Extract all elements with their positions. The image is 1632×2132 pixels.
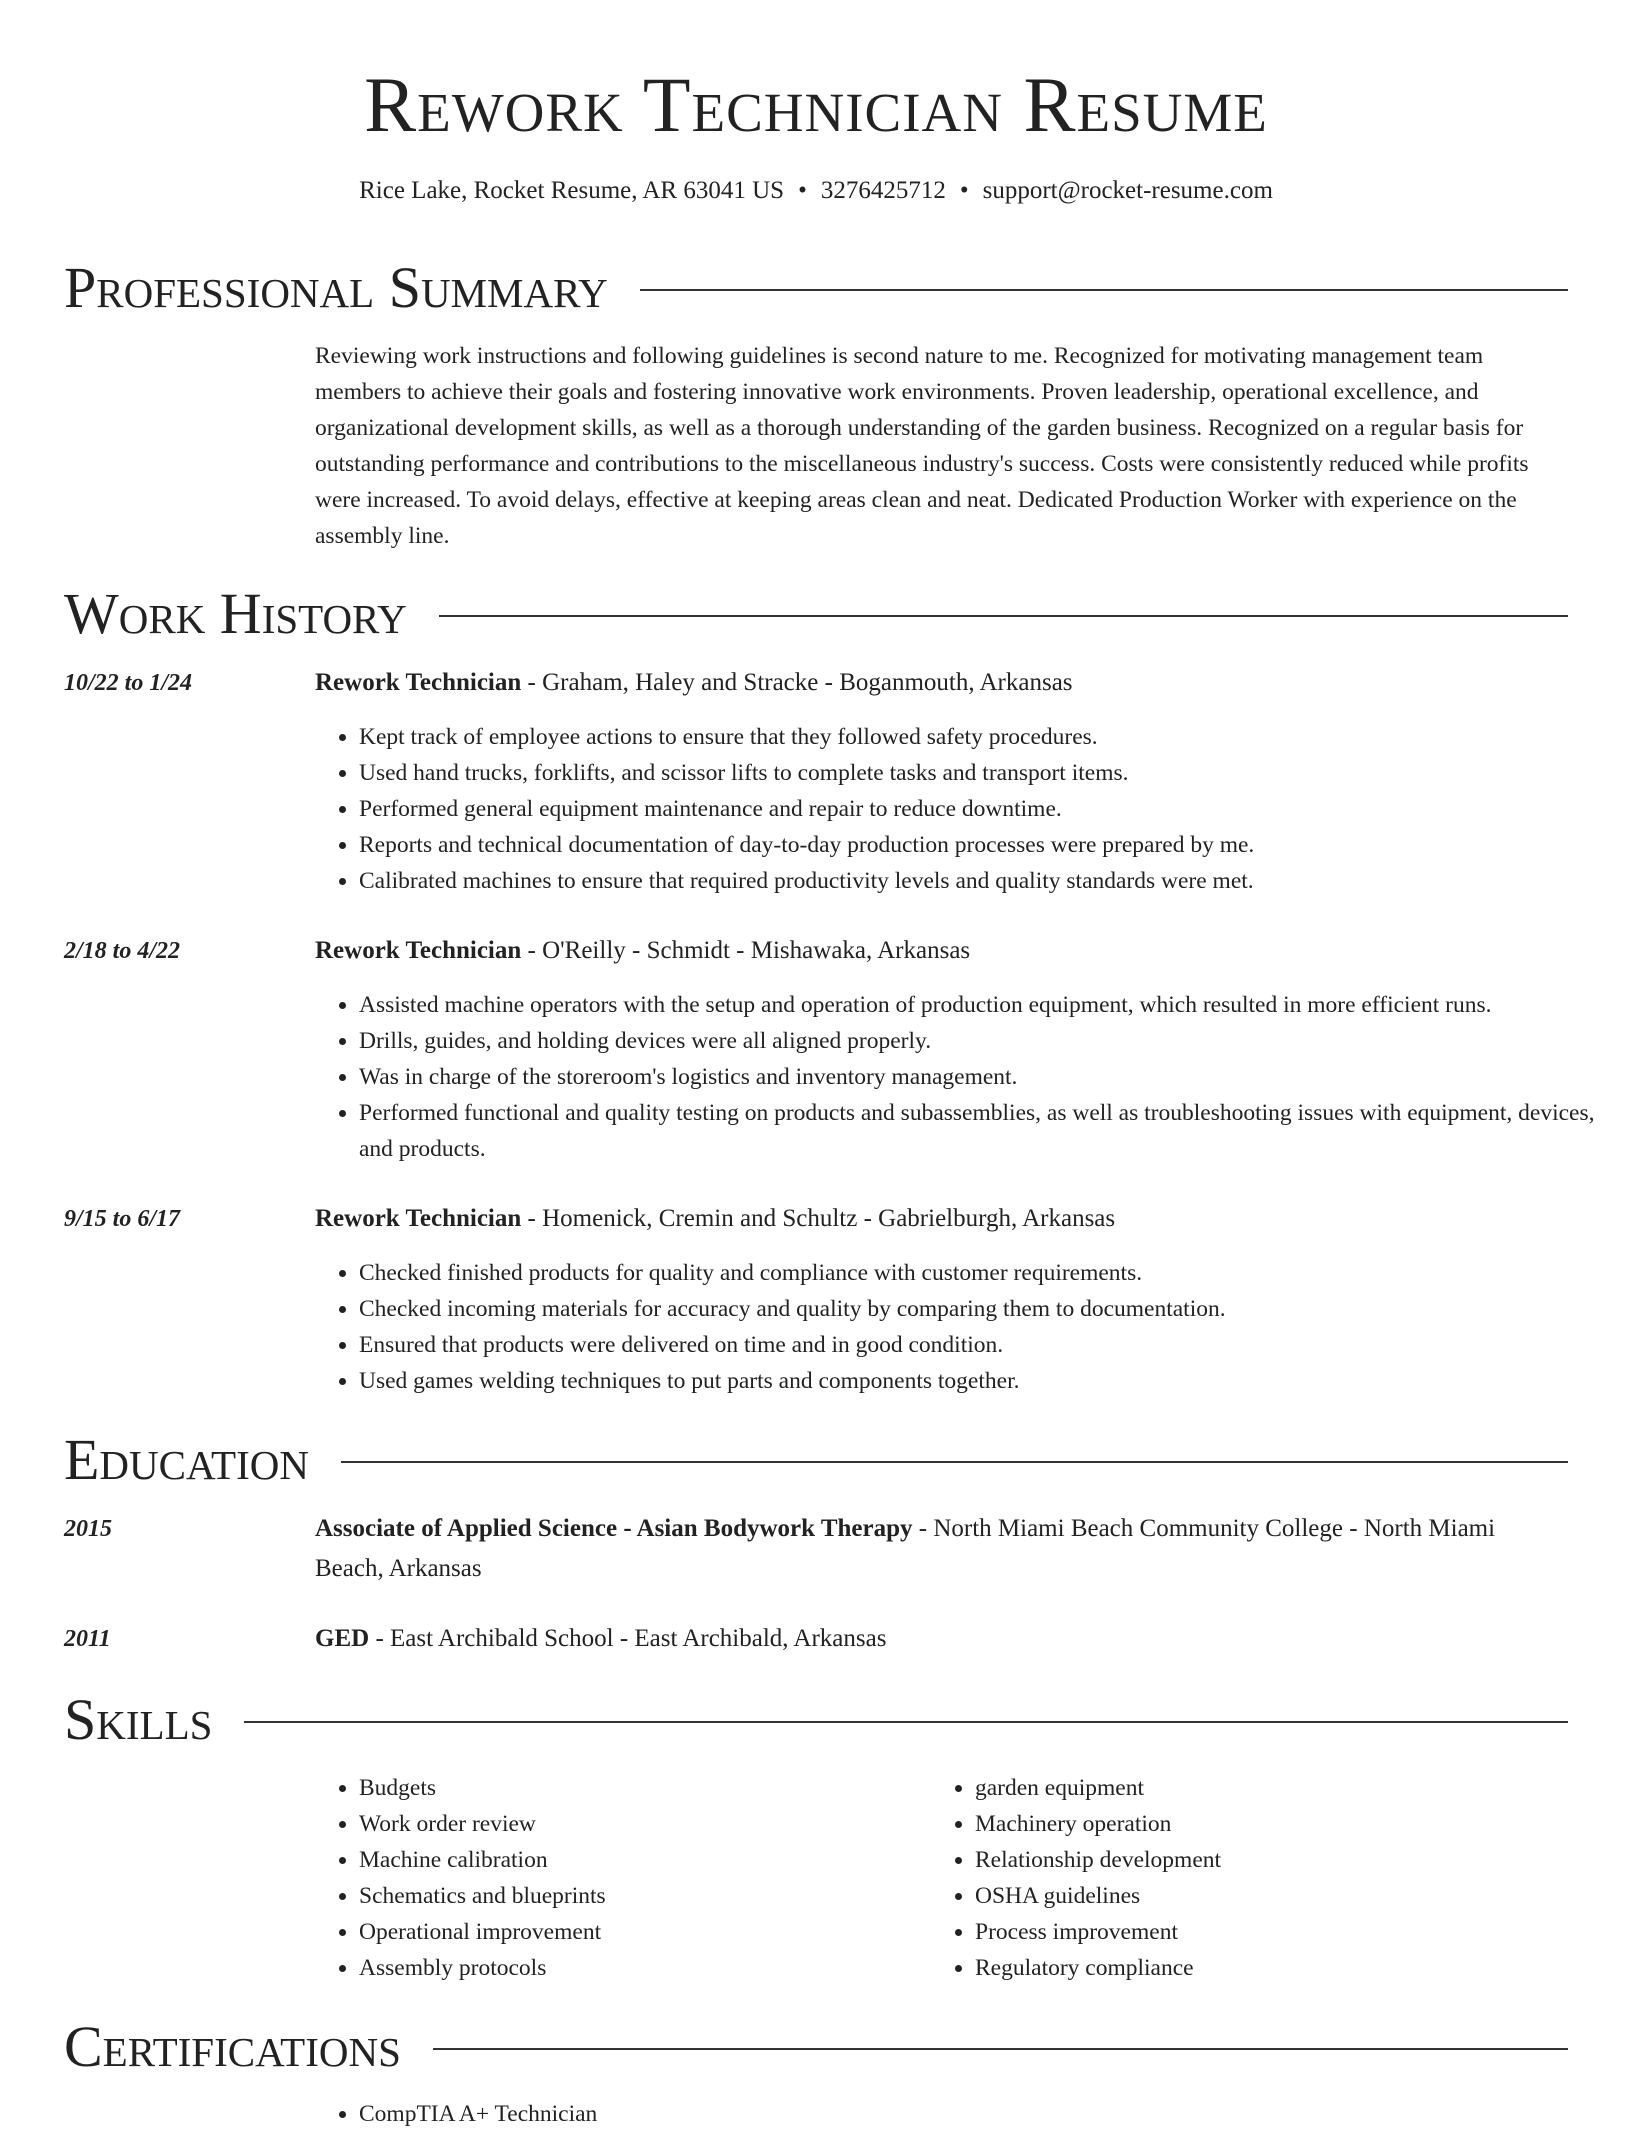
skill-item: • Regulatory compliance xyxy=(975,1950,1575,1986)
list-item: • Used hand trucks, forklifts, and scissor lifts to complete tasks and transport items. xyxy=(359,755,1612,791)
list-item: • Checked incoming materials for accuracy and quality by comparing them to documentation. xyxy=(359,1291,1612,1327)
section-header-work-history xyxy=(64,582,1568,646)
list-item: • Used games welding techniques to put parts and components together. xyxy=(359,1363,1612,1399)
job-heading xyxy=(315,1199,1568,1239)
list-item: • Reports and technical documentation of day-to-day production processes were prepared by me. xyxy=(359,827,1612,863)
skill-item: • Budgets xyxy=(359,1770,919,1806)
skill-item: • Schematics and blueprints xyxy=(359,1878,919,1914)
list-item: • Was in charge of the storeroom's logistics and inventory management. xyxy=(359,1059,1612,1095)
education-school: - North Miami Beach Community College - North Miami Beach, Arkansas xyxy=(315,1515,1496,1582)
job-employer: - Graham, Haley and Stracke - Boganmouth, Arkansas xyxy=(521,669,1073,696)
section-title-summary: Professional Summary xyxy=(64,255,608,320)
education-degree: GED xyxy=(315,1625,370,1652)
skill-item: • Operational improvement xyxy=(359,1914,919,1950)
education-heading xyxy=(315,1619,1568,1659)
section-divider xyxy=(244,1721,1568,1723)
skill-item: • garden equipment xyxy=(975,1770,1575,1806)
section-title-education: Education xyxy=(64,1427,309,1492)
job-dates: 2/18 to 4/22 xyxy=(64,938,181,964)
job-heading xyxy=(315,663,1568,703)
contact-phone[interactable]: 3276425712 xyxy=(820,177,946,204)
section-divider xyxy=(433,2048,1568,2050)
job-title: Rework Technician xyxy=(315,1205,522,1232)
section-header-summary xyxy=(64,256,1568,320)
certification-item: • CompTIA A+ Technician xyxy=(359,2096,1612,2132)
contact-address: Rice Lake, Rocket Resume, AR 63041 US xyxy=(359,177,785,204)
contact-line xyxy=(64,174,1568,208)
skill-item: • OSHA guidelines xyxy=(975,1878,1575,1914)
section-divider xyxy=(640,289,1568,291)
job-employer: - Homenick, Cremin and Schultz - Gabrielburgh, Arkansas xyxy=(521,1205,1116,1232)
section-divider xyxy=(439,615,1568,617)
job-dates: 10/22 to 1/24 xyxy=(64,670,193,696)
job-bullets xyxy=(315,1255,1612,1399)
education-year: 2015 xyxy=(64,1516,112,1542)
job-heading xyxy=(315,931,1568,971)
skill-item: • Work order review xyxy=(359,1806,919,1842)
section-title-certifications: Certifications xyxy=(64,2014,401,2079)
education-heading xyxy=(315,1509,1568,1589)
list-item: • Ensured that products were delivered on time and in good condition. xyxy=(359,1327,1612,1363)
section-divider xyxy=(341,1461,1568,1463)
summary-text: Reviewing work instructions and following guidelines is second nature to me. Recognized for motivating management team members to achieve their goals and fostering innovative work environments. Proven leadership, operational excellence, and organizational development skills, as well as a thorough understanding of the garden business. Recognized on a regular basis for outstanding performance and contributions to the miscellaneous industry's success. Costs were consistently reduced while profits were increased. To avoid delays, effective at keeping areas clean and neat. Dedicated Production Worker with experience on the assembly line. xyxy=(315,343,1529,549)
certifications-list xyxy=(315,2096,1612,2132)
job-title: Rework Technician xyxy=(315,937,522,964)
list-item: • Performed general equipment maintenance and repair to reduce downtime. xyxy=(359,791,1612,827)
contact-separator: • xyxy=(798,177,807,204)
education-degree: Associate of Applied Science - Asian Bodywork Therapy xyxy=(315,1515,913,1542)
section-title-work-history: Work History xyxy=(64,581,407,646)
section-title-skills: Skills xyxy=(64,1687,213,1752)
resume-title: Rework Technician Resume xyxy=(364,61,1268,148)
skill-item: • Assembly protocols xyxy=(359,1950,919,1986)
skills-list-right xyxy=(931,1770,1575,1986)
list-item: • Performed functional and quality testing on products and subassemblies, as well as troubleshooting issues with equipment, devices, and products. xyxy=(359,1095,1612,1167)
list-item: • Calibrated machines to ensure that required productivity levels and quality standards were met. xyxy=(359,863,1612,899)
skill-item: • Relationship development xyxy=(975,1842,1575,1878)
list-item: • Checked finished products for quality and compliance with customer requirements. xyxy=(359,1255,1612,1291)
section-header-certifications xyxy=(64,2015,1568,2079)
skill-item: • Process improvement xyxy=(975,1914,1575,1950)
section-header-education xyxy=(64,1428,1568,1492)
skills-list-left xyxy=(315,1770,919,1986)
job-title: Rework Technician xyxy=(315,669,522,696)
skill-item: • Machine calibration xyxy=(359,1842,919,1878)
job-bullets xyxy=(315,719,1612,899)
list-item: • Drills, guides, and holding devices were all aligned properly. xyxy=(359,1023,1612,1059)
list-item: • Assisted machine operators with the setup and operation of production equipment, which resulted in more efficient runs. xyxy=(359,987,1612,1023)
education-school: - East Archibald School - East Archibald, Arkansas xyxy=(369,1625,887,1652)
contact-email[interactable]: support@rocket-resume.com xyxy=(982,177,1273,204)
skill-item: • Machinery operation xyxy=(975,1806,1575,1842)
job-bullets xyxy=(315,987,1612,1167)
job-dates: 9/15 to 6/17 xyxy=(64,1206,181,1232)
section-header-skills xyxy=(64,1688,1568,1752)
education-year: 2011 xyxy=(64,1626,111,1652)
job-employer: - O'Reilly - Schmidt - Mishawaka, Arkansas xyxy=(521,937,971,964)
list-item: • Kept track of employee actions to ensure that they followed safety procedures. xyxy=(359,719,1612,755)
contact-separator: • xyxy=(959,177,969,204)
